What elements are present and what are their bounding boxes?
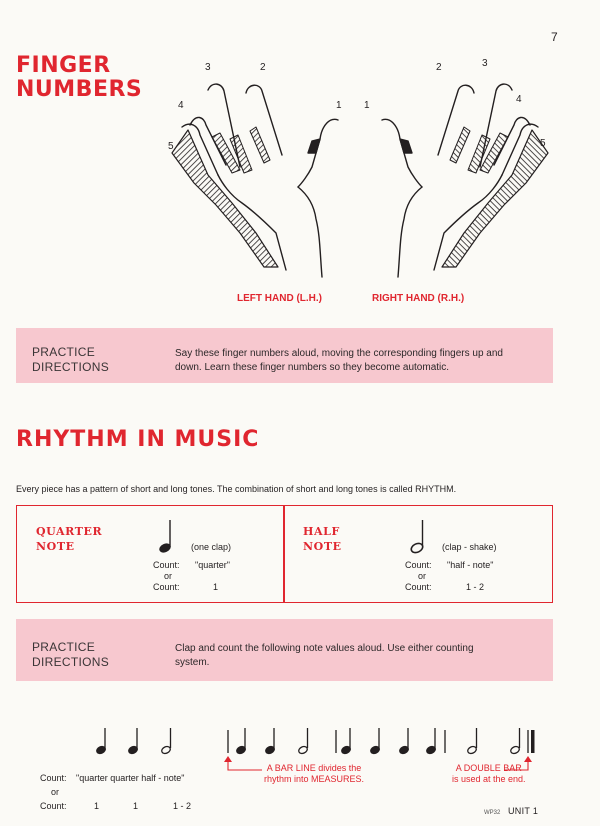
rh-finger-5: 5 [540, 138, 546, 149]
example-count-2: 1 [133, 801, 139, 811]
quarter-count-label-2: Count: [153, 582, 180, 592]
note-half [467, 728, 478, 755]
hands-illustration [160, 55, 560, 280]
half-or: or [418, 571, 427, 581]
quarter-note-icon [157, 518, 177, 554]
rh-finger-1: 1 [364, 100, 370, 111]
footer-code: WP32 [484, 810, 501, 816]
half-count-label: Count: [405, 560, 432, 570]
practice-directions-box-1 [16, 328, 553, 383]
example-count-label-2: Count: [40, 801, 67, 811]
divider [283, 506, 285, 602]
practice-text-line-2: down. Learn these finger numbers so they become automatic. [175, 362, 450, 373]
rhythm-title: RHYTHM IN MUSIC [16, 427, 260, 452]
rh-finger-3: 3 [482, 58, 488, 69]
note-quarter [399, 728, 410, 755]
practice2-text-line-2: system. [175, 657, 210, 668]
example-count-words: "quarter quarter half - note" [76, 773, 185, 783]
half-note-desc: (clap - shake) [442, 542, 497, 552]
half-note-icon [409, 518, 429, 554]
rh-finger-2: 2 [436, 62, 442, 73]
note-half [510, 728, 521, 755]
practice-label-2 [32, 640, 109, 670]
practice-label-line-2: DIRECTIONS [32, 360, 110, 374]
left-hand-label: LEFT HAND (L.H.) [237, 293, 322, 304]
quarter-note-desc: (one clap) [191, 542, 232, 552]
practice-text [175, 347, 545, 375]
lh-finger-1: 1 [336, 100, 342, 111]
note-quarter [426, 728, 437, 755]
finger-numbers-title [16, 54, 142, 102]
note-half [298, 728, 309, 755]
quarter-count-value-2: 1 [213, 582, 219, 592]
bar-line-arrow [228, 758, 262, 770]
double-bar-annotation [452, 763, 526, 785]
double-bar-thick [531, 730, 535, 753]
quarter-note-title [36, 524, 102, 554]
rhythm-intro: Every piece has a pattern of short and long tones. The combination of short and long tones is called RHYTHM. [16, 484, 457, 494]
double-bar-note-2: is used at the end. [452, 774, 526, 784]
note-quarter [341, 728, 352, 755]
note-values-box [16, 505, 553, 603]
lh-finger-5: 5 [168, 141, 174, 152]
bar-line-annotation [264, 763, 364, 785]
quarter-title-line-1: QUARTER [36, 525, 103, 538]
quarter-title-line-2: NOTE [36, 540, 75, 553]
unit-label: UNIT 1 [508, 806, 539, 816]
note-quarter [128, 728, 139, 755]
note-quarter [236, 728, 247, 755]
quarter-or: or [164, 571, 173, 581]
example-count-label: Count: [40, 773, 67, 783]
title-line-1: FINGER [16, 53, 111, 78]
lh-finger-4: 4 [178, 100, 184, 111]
bar-line-note-1: A BAR LINE divides the [266, 763, 362, 773]
practice-directions-box-2 [16, 619, 553, 681]
bar-line-note-2: rhythm into MEASURES. [264, 774, 365, 784]
practice-label-line-1: PRACTICE [32, 345, 96, 359]
double-bar-note-1: A DOUBLE BAR [455, 763, 522, 773]
half-count-value-2: 1 - 2 [466, 582, 485, 592]
lh-finger-2: 2 [260, 62, 266, 73]
half-title-line-2: NOTE [303, 540, 342, 553]
practice2-label-line-1: PRACTICE [32, 640, 96, 654]
half-title-line-1: HALF [303, 525, 340, 538]
practice-text-2 [175, 642, 545, 670]
note-quarter [370, 728, 381, 755]
left-hand-icon [172, 84, 338, 277]
rh-finger-4: 4 [516, 94, 522, 105]
page-number: 7 [551, 30, 558, 44]
example-or: or [51, 787, 60, 797]
practice-label [32, 345, 109, 375]
practice-text-line-1: Say these finger numbers aloud, moving the corresponding fingers up and [175, 348, 503, 359]
practice2-text-line-1: Clap and count the following note values aloud. Use either counting [175, 643, 474, 654]
half-count-label-2: Count: [405, 582, 432, 592]
example-count-1: 1 [94, 801, 100, 811]
half-note-title [303, 524, 342, 554]
note-quarter [96, 728, 107, 755]
quarter-count-value: "quarter" [195, 560, 230, 570]
note-half [161, 728, 172, 755]
lh-finger-3: 3 [205, 62, 211, 73]
practice2-label-line-2: DIRECTIONS [32, 655, 110, 669]
right-hand-label: RIGHT HAND (R.H.) [372, 293, 465, 304]
half-count-value: "half - note" [447, 560, 494, 570]
quarter-count-label: Count: [153, 560, 180, 570]
example-count-3: 1 - 2 [173, 801, 192, 811]
title-line-2: NUMBERS [16, 77, 143, 102]
right-hand-icon [382, 84, 548, 277]
note-quarter [265, 728, 276, 755]
